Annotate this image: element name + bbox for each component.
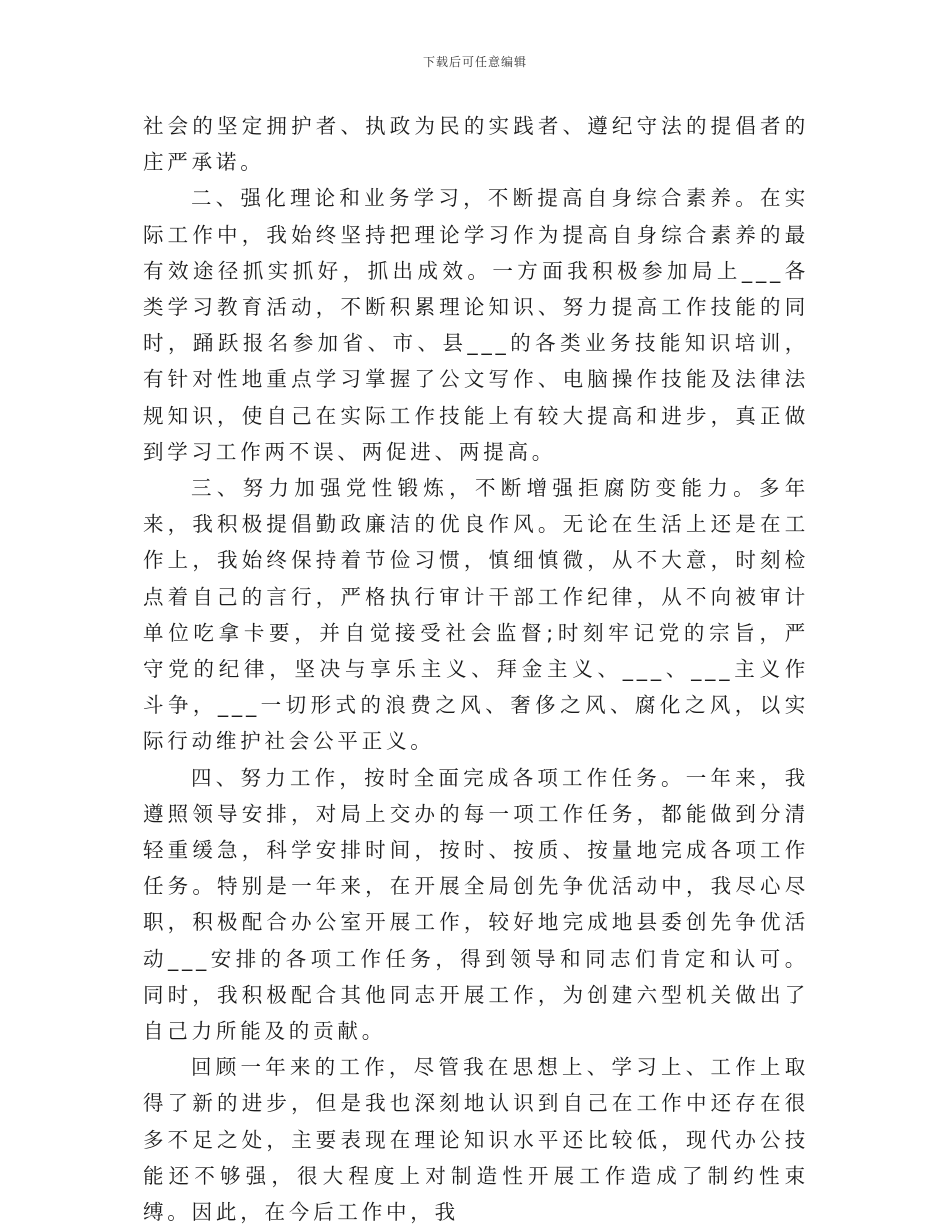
page-header: 下载后可任意编辑 — [422, 55, 527, 69]
document-body — [143, 108, 809, 1230]
paragraph-party-discipline: 三、努力加强党性锻炼，不断增强拒腐防变能力。多年来，我积极提倡勤政廉洁的优良作风。无论在生活上还是在工作上，我始终保持着节俭习惯，慎细慎微，从不大意，时刻检点着自己的言行，严格执行审计干部工作纪律，从不向被审计单位吃拿卡要，并自觉接受社会监督;时刻牢记党的宗旨，严守党的纪律，坚决与享乐主义、拜金主义、___、___主义作斗争，___一切形式的浪费之风、奢侈之风、腐化之风，以实际行动维护社会公平正义。 — [143, 476, 809, 754]
paragraph-review: 回顾一年来的工作，尽管我在思想上、学习上、工作上取得了新的进步，但是我也深刻地认识到自己在工作中还存在很多不足之处，主要表现在理论知识水平还比较低，现代办公技能还不够强，很大程度上对制造性开展工作造成了制约性束缚。因此，在今后工作中，我 — [143, 1055, 809, 1225]
paragraph-continuation: 社会的坚定拥护者、执政为民的实践者、遵纪守法的提倡者的庄严承诺。 — [143, 114, 809, 175]
paragraph-work-tasks: 四、努力工作，按时全面完成各项工作任务。一年来，我遵照领导安排，对局上交办的每一项工作任务，都能做到分清轻重缓急，科学安排时间，按时、按质、按量地完成各项工作任务。特别是一年来，在开展全局创先争优活动中，我尽心尽职，积极配合办公室开展工作，较好地完成地县委创先争优活动___安排的各项工作任务，得到领导和同志们肯定和认可。同时，我积极配合其他同志开展工作，为创建六型机关做出了自己力所能及的贡献。 — [143, 765, 809, 1044]
paragraph-theory-study: 二、强化理论和业务学习，不断提高自身综合素养。在实际工作中，我始终坚持把理论学习作为提高自身综合素养的最有效途径抓实抓好，抓出成效。一方面我积极参加局上___各类学习教育活动，不断积累理论知识、努力提高工作技能的同时，踊跃报名参加省、市、县___的各类业务技能知识培训，有针对性地重点学习掌握了公文写作、电脑操作技能及法律法规知识，使自己在实际工作技能上有较大提高和进步，真正做到学习工作两不误、两促进、两提高。 — [143, 186, 809, 464]
